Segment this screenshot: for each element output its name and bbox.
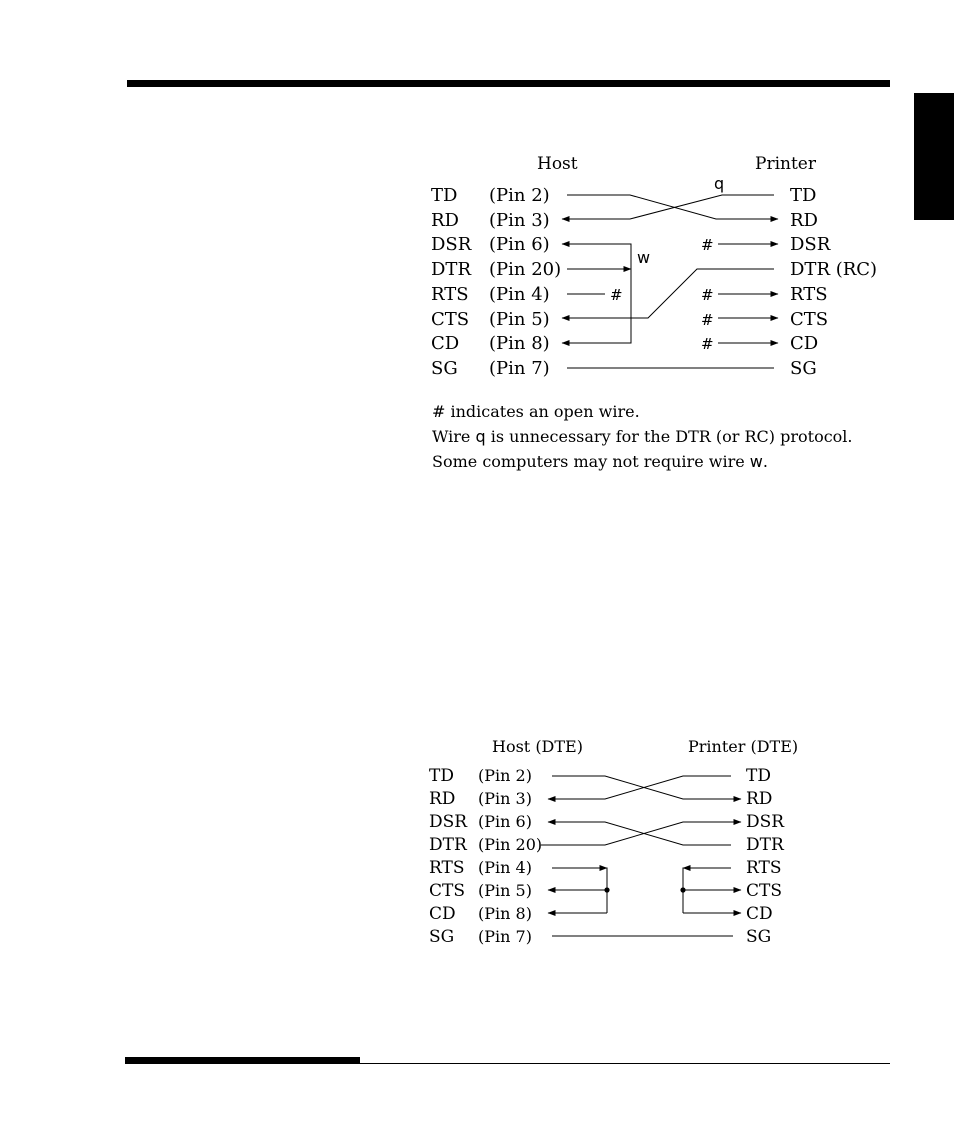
- d2-host-signal: CTS: [429, 881, 465, 901]
- note-text: Some computers may not require wire: [432, 452, 750, 471]
- d1-host-pin: (Pin 6): [489, 234, 550, 255]
- d1-wire-q: [562, 195, 774, 219]
- d1-host-signal: CTS: [431, 309, 470, 330]
- d1-open-mark: #: [701, 286, 714, 304]
- d2-host-signal: DSR: [429, 812, 468, 832]
- d2-host-signal: RD: [429, 789, 456, 809]
- d1-printer-signal: DTR (RC): [790, 259, 878, 280]
- d1-printer-signal: RD: [790, 210, 818, 231]
- d1-host-signal: DSR: [431, 234, 472, 255]
- d1-host-pin: (Pin 8): [489, 333, 550, 354]
- d1-printer-signal: RTS: [790, 284, 828, 305]
- d2-printer-signal: RTS: [746, 858, 782, 878]
- d2-host-pin: (Pin 6): [478, 812, 532, 831]
- d2-host-pin: (Pin 3): [478, 789, 532, 808]
- d1-host-pin: (Pin 3): [489, 210, 550, 231]
- d1-printer-signal: DSR: [790, 234, 831, 255]
- d2-host-pin: (Pin 8): [478, 904, 532, 923]
- d1-host-pin: (Pin 20): [489, 259, 562, 280]
- note-text: .: [762, 452, 768, 471]
- note-text: is unnecessary for the DTR (or RC) protocol.: [485, 427, 853, 446]
- d1-open-mark: #: [610, 286, 623, 304]
- d2-junction-dot-host: [604, 887, 609, 892]
- note-wire-w: [432, 450, 768, 474]
- d1-host-label: Host: [537, 154, 578, 174]
- d2-host-pin: (Pin 20): [478, 835, 543, 854]
- d2-host-signal: RTS: [429, 858, 465, 878]
- d2-host-pin: (Pin 5): [478, 881, 532, 900]
- d1-open-mark: #: [701, 335, 714, 353]
- d1-printer-signal: SG: [790, 358, 817, 379]
- d1-wire-td-rd: [567, 195, 778, 219]
- d2-wires: [541, 776, 741, 936]
- d1-host-signal: CD: [431, 333, 460, 354]
- d1-host-pin: (Pin 2): [489, 185, 550, 206]
- d2-host-pin: (Pin 4): [478, 858, 532, 877]
- d2-printer-signal: RD: [746, 789, 773, 809]
- d1-host-signal: RTS: [431, 284, 469, 305]
- d1-host-pin: (Pin 7): [489, 358, 550, 379]
- d2-printer-signal: CD: [746, 904, 773, 924]
- note-wire-symbol: q: [475, 427, 486, 446]
- d1-printer-signal: CD: [790, 333, 819, 354]
- note-wire-symbol: w: [749, 452, 763, 471]
- d2-printer-label: Printer (DTE): [688, 737, 799, 756]
- d2-host-pin: (Pin 7): [478, 927, 532, 946]
- d2-printer-signal: CTS: [746, 881, 782, 901]
- d1-host-signal: SG: [431, 358, 458, 379]
- d1-host-pin: (Pin 4): [489, 284, 550, 305]
- d2-wire-dsr-dtr: [548, 822, 731, 845]
- diagram-1: [431, 154, 877, 379]
- d1-printer-signal: TD: [790, 185, 817, 206]
- d2-printer-signal: SG: [746, 927, 772, 947]
- d1-wires: [562, 195, 778, 368]
- d2-host-signal: CD: [429, 904, 456, 924]
- d1-wire-q-label: q: [714, 174, 725, 193]
- d2-host-pin: (Pin 2): [478, 766, 532, 785]
- d2-printer-signal: DTR: [746, 835, 784, 855]
- d1-host-signal: DTR: [431, 259, 471, 280]
- note-text: Wire: [432, 427, 476, 446]
- d1-host-signal: TD: [431, 185, 458, 206]
- note-wire-q: [432, 425, 853, 449]
- d2-printer-signal: DSR: [746, 812, 785, 832]
- note-open-wire: # indicates an open wire.: [432, 402, 640, 421]
- d1-open-mark: #: [701, 236, 714, 254]
- d1-host-signal: RD: [431, 210, 459, 231]
- d1-printer-signal: CTS: [790, 309, 829, 330]
- d2-junction-dot-printer: [680, 887, 685, 892]
- d2-wire-dtr-dsr: [541, 822, 741, 845]
- d1-host-pin: (Pin 5): [489, 309, 550, 330]
- d2-host-signal: DTR: [429, 835, 467, 855]
- d1-printer-label: Printer: [755, 154, 816, 174]
- d2-printer-signal: TD: [746, 766, 771, 786]
- d2-host-signal: SG: [429, 927, 455, 947]
- d2-wire-td-rd: [552, 776, 741, 799]
- d2-wire-td-rd-return: [548, 776, 731, 799]
- d2-host-label: Host (DTE): [492, 737, 583, 756]
- d1-wire-w-label: w: [637, 248, 651, 267]
- d1-open-mark: #: [701, 311, 714, 329]
- diagram-2: [429, 737, 798, 947]
- d2-host-signal: TD: [429, 766, 454, 786]
